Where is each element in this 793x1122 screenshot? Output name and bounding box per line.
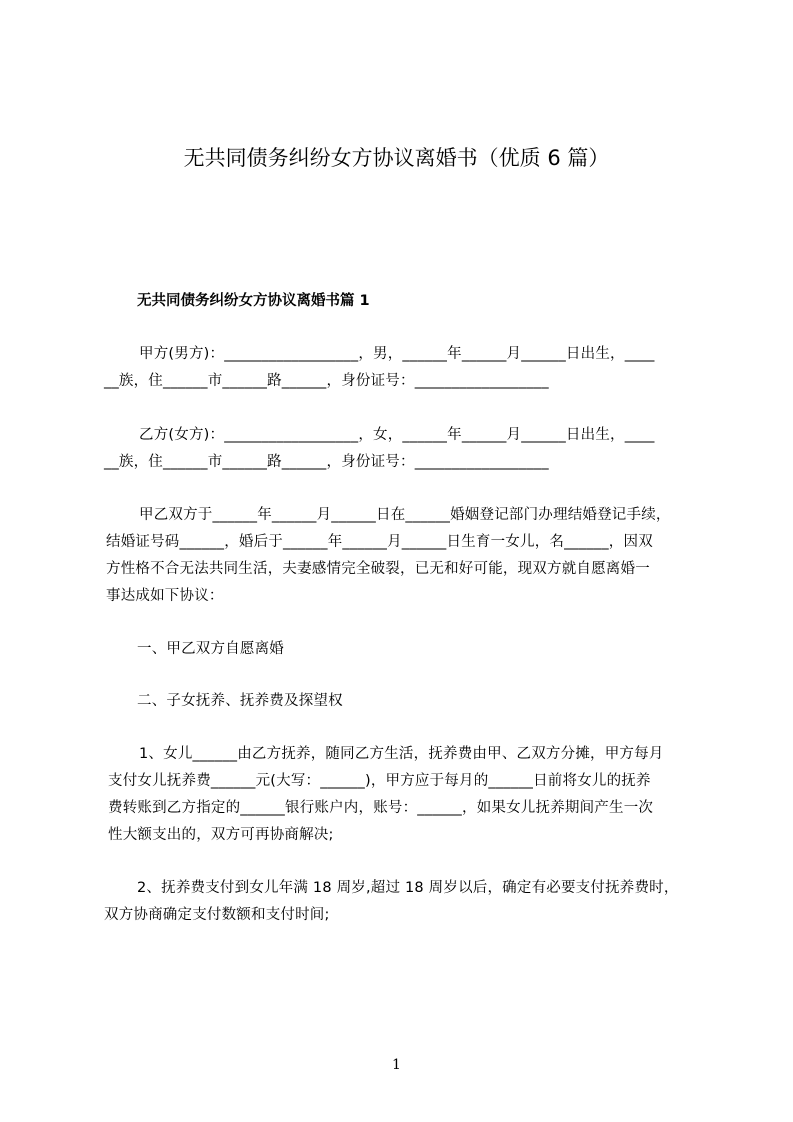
party-a-line-1: 甲方(男方)：__________________，男，______年______月______日出生，____ xyxy=(139,346,655,362)
intro-line-4: 事达成如下协议： xyxy=(106,588,224,604)
section-title: 无共同债务纠纷女方协议离婚书篇 1 xyxy=(137,293,370,309)
intro-line-3: 方性格不合无法共同生活，夫妻感情完全破裂，已无和好可能，现双方就自愿离婚一 xyxy=(106,561,650,577)
party-a-line-2: __族，住______市______路______，身份证号：__________________ xyxy=(104,373,549,389)
intro-line-1: 甲乙双方于______年______月______日在______婚姻登记部门办理结婚登记手续， xyxy=(139,507,671,523)
clause-2-2-line-1: 2、抚养费支付到女儿年满 18 周岁,超过 18 周岁以后，确定有必要支付抚养费时， xyxy=(137,880,679,896)
clause-2-1-line-3: 费转账到乙方指定的______银行账户内，账号：______，如果女儿抚养期间产生一次 xyxy=(108,800,654,816)
clause-2-1-line-1: 1、女儿______由乙方抚养，随同乙方生活，抚养费由甲、乙双方分摊，甲方每月 xyxy=(139,746,664,762)
party-b-line-1: 乙方(女方)：__________________，女，______年______月______日出生，____ xyxy=(139,427,655,443)
party-b-line-2: __族，住______市______路______，身份证号：__________________ xyxy=(104,454,549,470)
document-title: 无共同债务纠纷女方协议离婚书（优质 6 篇） xyxy=(183,146,610,170)
intro-line-2: 结婚证号码______，婚后于______年______月______日生育一女儿，名______，因双 xyxy=(106,534,653,550)
clause-2-heading: 二、子女抚养、抚养费及探望权 xyxy=(137,693,343,709)
clause-2-2-line-2: 双方协商确定支付数额和支付时间; xyxy=(104,907,330,923)
clause-1-heading: 一、甲乙双方自愿离婚 xyxy=(137,641,284,657)
clause-2-1-line-2: 支付女儿抚养费______元(大写：______)，甲方应于每月的______日前将女儿的抚养 xyxy=(108,773,651,789)
clause-2-1-line-4: 性大额支出的，双方可再协商解决; xyxy=(108,827,334,843)
page-number: 1 xyxy=(392,1057,401,1073)
